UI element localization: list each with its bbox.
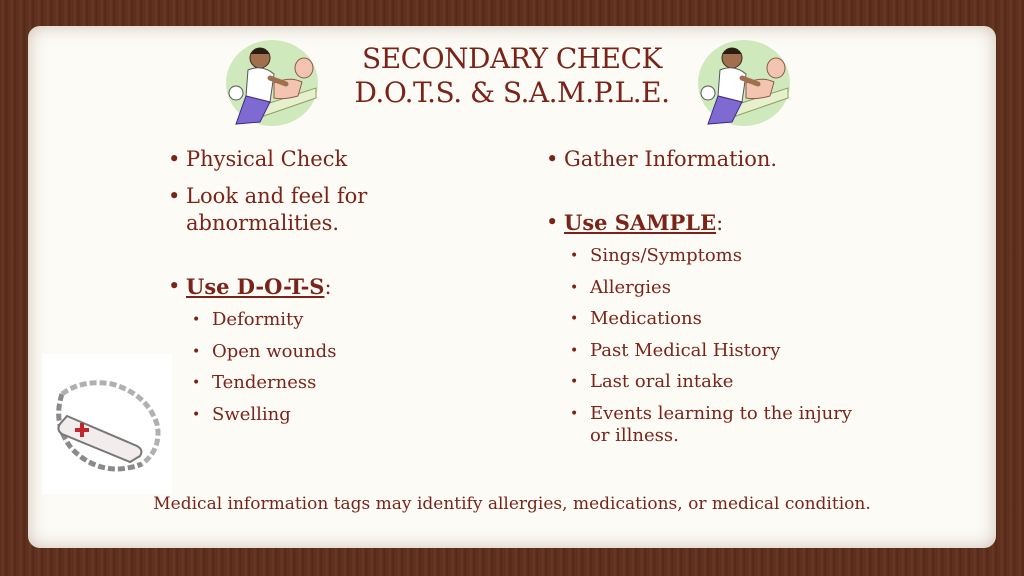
right-column	[544, 146, 884, 456]
title-line-2: D.O.T.S. & S.A.M.P.L.E.	[354, 76, 670, 109]
sample-item: • Allergies	[566, 277, 856, 299]
sample-colon: :	[716, 211, 724, 235]
dots-item: • Tenderness	[188, 372, 416, 394]
medical-id-bracelet-icon	[42, 354, 172, 494]
dots-colon: :	[324, 275, 332, 299]
right-bullet-1: • Gather Information.	[544, 146, 884, 173]
slide-title	[28, 42, 996, 110]
sample-item: • Sings/Symptoms	[566, 245, 856, 267]
sample-item: • Past Medical History	[566, 340, 856, 362]
sample-label: Use SAMPLE	[564, 210, 717, 235]
left-bullet-2: • Look and feel for abnormalities.	[166, 183, 416, 237]
slide	[28, 26, 996, 548]
right-method-bullet	[544, 209, 884, 237]
dots-item: • Swelling	[188, 404, 416, 426]
footer-caption: Medical information tags may identify allergies, medications, or medical condition.	[153, 494, 871, 514]
left-column	[166, 146, 416, 435]
dots-item: • Open wounds	[188, 341, 416, 363]
title-line-1: SECONDARY CHECK	[362, 42, 662, 75]
left-bullet-1: • Physical Check	[166, 146, 416, 173]
sample-item: • Last oral intake	[566, 371, 856, 393]
dots-item: • Deformity	[188, 309, 416, 331]
sample-item: • Events learning to the injury or illness.	[566, 403, 856, 447]
sample-item: • Medications	[566, 308, 856, 330]
left-method-bullet	[166, 273, 416, 301]
dots-label: Use D-O-T-S	[186, 274, 325, 299]
